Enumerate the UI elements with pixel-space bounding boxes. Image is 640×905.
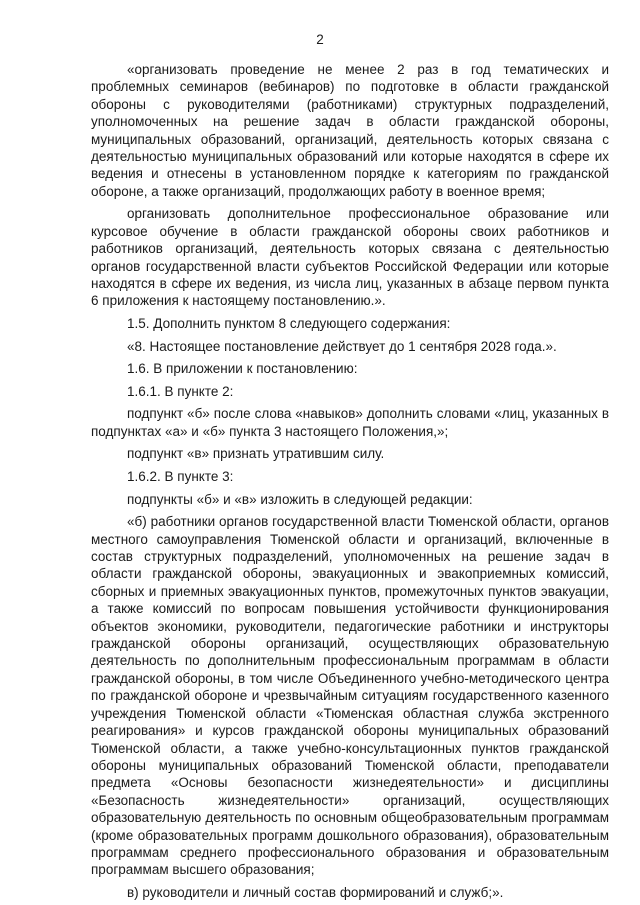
paragraph-organize-education: организовать дополнительное профессиональное образование или курсовое обучение в области гражданской обороны своих работников и работников организаций, деятельность которых связана с деятельностью органов государственной власти субъектов Российской Федерации или которые находятся в сфере их ведения, из числа лиц, указанных в абзаце первом пункта 6 приложения к настоящему постановлению.». xyxy=(91,206,609,309)
paragraph-subitems-intro: подпункты «б» и «в» изложить в следующей редакции: xyxy=(127,491,473,507)
paragraph-item-1-6: 1.6. В приложении к постановлению: xyxy=(127,361,358,377)
page-number: 2 xyxy=(316,32,324,47)
paragraph-item-8: «8. Настоящее постановление действует до 1 сентября 2028 года.». xyxy=(127,338,557,354)
document-body xyxy=(91,61,609,901)
paragraph-item-1-5: 1.5. Дополнить пунктом 8 следующего содержания: xyxy=(127,316,451,332)
paragraph-item-1-6-1: 1.6.1. В пункте 2: xyxy=(127,383,234,399)
paragraph-subitem-v: подпункт «в» признать утратившим силу. xyxy=(127,446,385,462)
paragraph-organize-seminars: «организовать проведение не менее 2 раз в год тематических и проблемных семинаров (вебинаров) по подготовке в области гражданской обороны с руководителями (работниками) структурных подразделений, уполномоченных на решение задач в области гражданской обороны, муниципальных образований, организаций, деятельность которых связана с деятельностью муниципальных образований или которые находятся в сфере их ведения и отнесены в установленном порядке к категориям по гражданской обороне, а также организаций, продолжающих работу в военное время; xyxy=(91,62,609,199)
paragraph-subitem-b-text: «б) работники органов государственной власти Тюменской области, органов местного самоуправления Тюменской области и организаций, включенные в состав структурных подразделений, уполномоченных на решение задач в области гражданской обороны, эвакуационных и эвакоприемных комиссий, сборных и приемных эвакуационных пунктов, промежуточных пунктов эвакуации, а также комиссий по вопросам повышения устойчивости функционирования объектов экономики, руководители, педагогические работники и инструкторы гражданской обороны организаций, осуществляющих образовательную деятельность по дополнительным профессиональным программам в области гражданской обороны, в том числе Объединенного учебно-методического центра по гражданской обороне и чрезвычайным ситуациям государственного казенного учреждения Тюменской области «Тюменская областная служба экстренного реагирования» и курсов гражданской обороны муниципальных образований Тюменской области, а также учебно-консультационных пунктов гражданской обороны муниципальных образований Тюменской области, преподаватели предмета «Основы безопасности жизнедеятельности» и дисциплины «Безопасность жизнедеятельности» организаций, осуществляющих образовательную деятельность по основным общеобразовательным программам (кроме образовательных программ дошкольного образования), образовательным программам среднего профессионального образования и образовательным программам высшего образования; xyxy=(91,514,609,878)
paragraph-subitem-b: подпункт «б» после слова «навыков» дополнить словами «лиц, указанных в подпунктах «а» и «б» пункта 3 настоящего Положения,»; xyxy=(91,406,609,439)
paragraph-subitem-v-text: в) руководители и личный состав формирований и служб;». xyxy=(127,884,504,900)
paragraph-item-1-6-2: 1.6.2. В пункте 3: xyxy=(127,469,234,485)
